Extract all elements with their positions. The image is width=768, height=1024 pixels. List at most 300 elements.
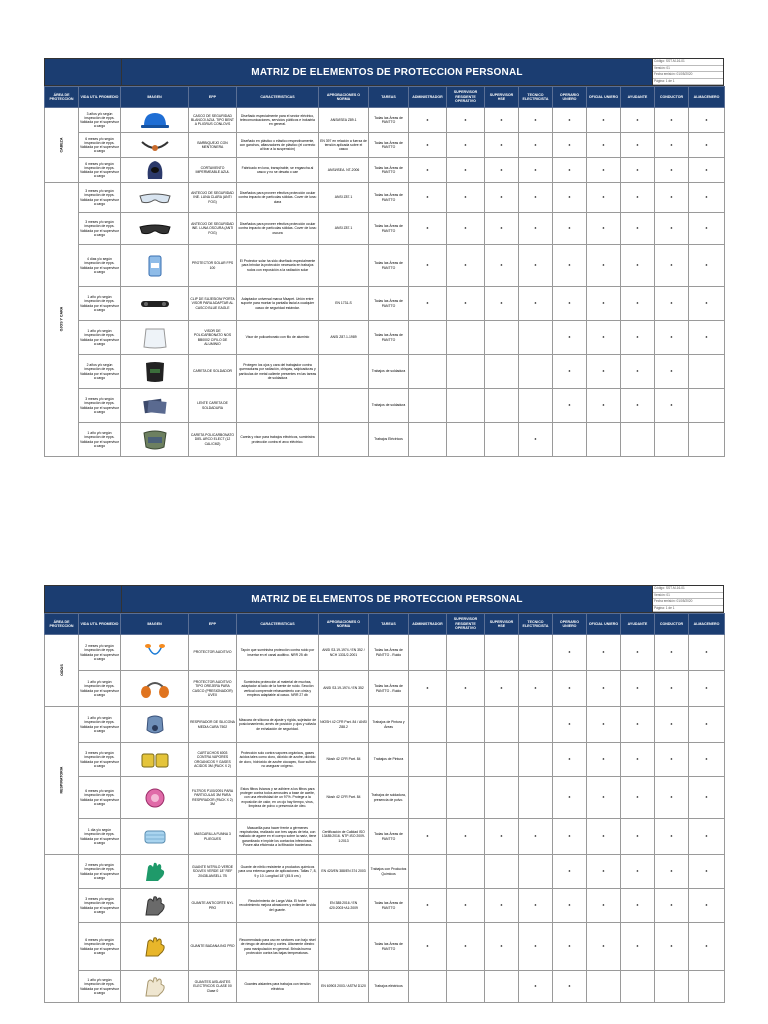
norm-cell: EN 388:2016 / EN 420:2003+A1:2009 bbox=[319, 889, 369, 923]
role-mark-cell: x bbox=[519, 158, 553, 183]
role-mark-cell: x bbox=[655, 287, 689, 321]
role-mark-cell: x bbox=[447, 245, 485, 287]
role-mark-cell: x bbox=[621, 108, 655, 133]
role-mark-cell: x bbox=[689, 819, 725, 855]
role-mark-cell: x bbox=[689, 158, 725, 183]
column-header: SUPERVISOR HSE bbox=[485, 614, 519, 635]
role-mark-cell: x bbox=[587, 819, 621, 855]
role-mark-cell bbox=[621, 423, 655, 457]
role-mark-cell: x bbox=[655, 108, 689, 133]
role-mark-cell: x bbox=[553, 321, 587, 355]
role-mark-cell bbox=[447, 743, 485, 777]
characteristics-cell: El Protector solar ha sido diseñado especialmente para brindar la protección necesaria en trabajos rudos con exposición a la radiación solar bbox=[237, 245, 319, 287]
role-mark-cell: x bbox=[689, 855, 725, 889]
service-life-cell: 1 año y/o según inspección de epps. Validada por el supervisor a cargo bbox=[79, 707, 121, 743]
table-row bbox=[45, 971, 725, 1003]
epp-name-cell: PROTECTOR AUDITIVO bbox=[189, 635, 237, 671]
role-mark-cell: x bbox=[553, 355, 587, 389]
norm-cell: ANSI Z87.1-1989 bbox=[319, 321, 369, 355]
role-mark-cell bbox=[689, 971, 725, 1003]
epp-name-cell: ANTEOJO DE SEGURIDAD INE. LUNA OSCURA (ANTI FOG) bbox=[189, 213, 237, 245]
role-mark-cell: x bbox=[553, 133, 587, 158]
role-mark-cell bbox=[485, 355, 519, 389]
role-mark-cell bbox=[587, 971, 621, 1003]
arc-flash-mask-icon bbox=[138, 428, 172, 452]
role-mark-cell: x bbox=[621, 671, 655, 707]
document-meta: Código: SST-M-16-01 Versión: 01 Fecha emisión: 01/05/2020 Página: 1 de 1 bbox=[652, 59, 723, 85]
role-mark-cell: x bbox=[689, 108, 725, 133]
role-mark-cell bbox=[485, 971, 519, 1003]
norm-cell bbox=[319, 423, 369, 457]
cartridge-icon bbox=[138, 748, 172, 772]
norm-cell: ANSI Z87.1 bbox=[319, 213, 369, 245]
area-label-text: OJOS Y CARA bbox=[59, 307, 64, 332]
role-mark-cell: x bbox=[485, 133, 519, 158]
role-mark-cell bbox=[485, 707, 519, 743]
role-mark-cell bbox=[409, 743, 447, 777]
role-mark-cell: x bbox=[485, 158, 519, 183]
role-mark-cell: x bbox=[655, 777, 689, 819]
role-mark-cell: x bbox=[587, 855, 621, 889]
norm-cell: EN 1731-S bbox=[319, 287, 369, 321]
task-cell: Trabajos eléctricos bbox=[369, 971, 409, 1003]
service-life-cell: 1 día y/o según inspección de epps. Validada por el supervisor a cargo bbox=[79, 819, 121, 855]
role-mark-cell: x bbox=[519, 971, 553, 1003]
table-row bbox=[45, 108, 725, 133]
role-mark-cell: x bbox=[621, 923, 655, 971]
role-mark-cell bbox=[485, 423, 519, 457]
table-row bbox=[45, 183, 725, 213]
service-life-cell: 2 años y/o según inspección de epps. Validada por el supervisor a cargo bbox=[79, 355, 121, 389]
role-mark-cell: x bbox=[587, 355, 621, 389]
role-mark-cell bbox=[409, 971, 447, 1003]
column-header: AYUDANTE bbox=[621, 87, 655, 108]
norm-cell: ANSI/ISEA Z89.1 bbox=[319, 108, 369, 133]
role-mark-cell: x bbox=[689, 133, 725, 158]
characteristics-cell: Careta y visor para trabajos eléctricos, suministra protección contra el arco eléctrico. bbox=[237, 423, 319, 457]
column-header: CONDUCTOR bbox=[655, 614, 689, 635]
area-label bbox=[45, 635, 79, 707]
welding-mask-icon bbox=[138, 360, 172, 384]
role-mark-cell: x bbox=[553, 707, 587, 743]
norm-cell bbox=[319, 923, 369, 971]
nitrile-glove-icon bbox=[138, 860, 172, 884]
role-mark-cell: x bbox=[409, 889, 447, 923]
role-mark-cell bbox=[621, 971, 655, 1003]
role-mark-cell: x bbox=[587, 245, 621, 287]
role-mark-cell: x bbox=[587, 635, 621, 671]
role-mark-cell: x bbox=[587, 133, 621, 158]
characteristics-cell: Diseñado especialmente para el sector eléctrico, telecomunicaciones, servicios públicos e industria en general. bbox=[237, 108, 319, 133]
epp-name-cell: LENTE CARETA DE SOLDADURA bbox=[189, 389, 237, 423]
role-mark-cell: x bbox=[409, 213, 447, 245]
characteristics-cell: Guantes aislantes para trabajos con tensión eléctrica bbox=[237, 971, 319, 1003]
role-mark-cell bbox=[447, 971, 485, 1003]
role-mark-cell bbox=[553, 423, 587, 457]
role-mark-cell: x bbox=[587, 321, 621, 355]
role-mark-cell: x bbox=[587, 777, 621, 819]
role-mark-cell: x bbox=[655, 923, 689, 971]
column-header: APROBACIONES O NORMA bbox=[319, 87, 369, 108]
table-row bbox=[45, 889, 725, 923]
image-cell bbox=[121, 635, 189, 671]
role-mark-cell: x bbox=[689, 287, 725, 321]
task-cell: Trabajos de Pintura bbox=[369, 743, 409, 777]
norm-cell bbox=[319, 245, 369, 287]
service-life-cell: 3 meses y/o según inspección de epps. Validada por el supervisor a cargo bbox=[79, 213, 121, 245]
role-mark-cell: x bbox=[621, 889, 655, 923]
role-mark-cell bbox=[409, 855, 447, 889]
column-header: SUPERVISOR HSE bbox=[485, 87, 519, 108]
task-cell: Trabajos de soldadura, presencia de polvo. bbox=[369, 777, 409, 819]
role-mark-cell: x bbox=[519, 133, 553, 158]
epp-name-cell: CARTUCHOS 6003 CONTRA VAPORES ORGANICOS Y GASES ACIDOS 3M (PACK X 2) bbox=[189, 743, 237, 777]
characteristics-cell: Recubrimiento de Larga Vida. El fuerte recubrimiento mejora abrasiones y extiende la vida del guante. bbox=[237, 889, 319, 923]
service-life-cell: 4 días y/o según inspección de epps. Validada por el supervisor a cargo bbox=[79, 245, 121, 287]
matrix-page-1 bbox=[44, 58, 724, 484]
company-logo bbox=[45, 59, 122, 85]
table-row bbox=[45, 287, 725, 321]
role-mark-cell bbox=[447, 855, 485, 889]
role-mark-cell: x bbox=[485, 213, 519, 245]
matrix-header bbox=[44, 58, 724, 86]
column-header: OPERARIO UNIERO bbox=[553, 614, 587, 635]
role-mark-cell: x bbox=[553, 389, 587, 423]
service-life-cell: 1 año y/o según inspección de epps. Validada por el supervisor a cargo bbox=[79, 671, 121, 707]
role-mark-cell: x bbox=[689, 635, 725, 671]
column-header: CARACTERISTICAS bbox=[237, 87, 319, 108]
role-mark-cell bbox=[655, 423, 689, 457]
role-mark-cell: x bbox=[655, 133, 689, 158]
characteristics-cell: Máscara de silicona de ajuste y rígida, sujetador de posicionamiento, arnés de posición y ojos y válvula de exhalación de seguridad. bbox=[237, 707, 319, 743]
role-mark-cell: x bbox=[621, 213, 655, 245]
epp-name-cell: FILTROS P100/2091 PARA PARTICULAS 3M PARA RESPIRADOR (PACK X 2) 3M bbox=[189, 777, 237, 819]
role-mark-cell bbox=[519, 855, 553, 889]
table-row bbox=[45, 321, 725, 355]
role-mark-cell bbox=[519, 389, 553, 423]
role-mark-cell: x bbox=[689, 183, 725, 213]
norm-cell: Certificación de Calidad ISO 13485:2016. NTP-ISO 2009-1:2013 bbox=[319, 819, 369, 855]
role-mark-cell bbox=[409, 707, 447, 743]
cut-resistant-glove-icon bbox=[138, 894, 172, 918]
role-mark-cell: x bbox=[409, 671, 447, 707]
epp-name-cell: PROTECTOR AUDITIVO TIPO OREJERA PARA CASCO (PRESIONADOR) UVEX bbox=[189, 671, 237, 707]
role-mark-cell: x bbox=[519, 923, 553, 971]
norm-cell: ANSI/ISEA. NT-2006 bbox=[319, 158, 369, 183]
role-mark-cell bbox=[447, 355, 485, 389]
norm-cell: ANSI S3.19-1974 / EN 352 / NCH 1331/2-2001 bbox=[319, 635, 369, 671]
role-mark-cell bbox=[485, 777, 519, 819]
column-header: ADMINISTRADOR bbox=[409, 87, 447, 108]
role-mark-cell: x bbox=[447, 671, 485, 707]
epp-name-cell: RESPIRADOR DE SILICONA MEDIA CARA 7502 bbox=[189, 707, 237, 743]
column-header: ALMACENERO bbox=[689, 87, 725, 108]
characteristics-cell: Visor de policarbonato con filo de aluminio bbox=[237, 321, 319, 355]
table-row bbox=[45, 158, 725, 183]
role-mark-cell bbox=[689, 389, 725, 423]
characteristics-cell: Estos filtros livianos y se adhiere a los filtros para proteger contra todos aerosoles a base de aceite, con una efectividad de un 97%. Protege a la exposición de calor, en un ojo hay tiempo, virus, limpieza de polvo o presencia de óleo. bbox=[237, 777, 319, 819]
role-mark-cell: x bbox=[485, 889, 519, 923]
matrix-title: MATRIZ DE ELEMENTOS DE PROTECCION PERSONAL bbox=[122, 586, 652, 612]
task-cell: Todas las Áreas de PANTTO bbox=[369, 321, 409, 355]
column-header-row bbox=[45, 87, 725, 108]
characteristics-cell: Suministra protección al material de muchas, adaptador al lado de la fuente de ruido. Sección vertical comprende rebasamiento con cinta y empleos adaptable al casco. NRR 27 db bbox=[237, 671, 319, 707]
role-mark-cell: x bbox=[621, 245, 655, 287]
company-logo bbox=[45, 586, 122, 612]
role-mark-cell: x bbox=[587, 389, 621, 423]
role-mark-cell bbox=[519, 355, 553, 389]
role-mark-cell: x bbox=[447, 213, 485, 245]
image-cell bbox=[121, 819, 189, 855]
epp-name-cell: GUANTE BADANA ING PRO bbox=[189, 923, 237, 971]
role-mark-cell bbox=[409, 635, 447, 671]
service-life-cell: 2 meses y/o según inspección de epps. Validada por el supervisor a cargo bbox=[79, 635, 121, 671]
dielectric-glove-icon bbox=[138, 975, 172, 999]
image-cell bbox=[121, 389, 189, 423]
task-cell: Todas las Áreas de PANTTO bbox=[369, 819, 409, 855]
service-life-cell: 3 meses y/o según inspección de epps. Validada por el supervisor a cargo bbox=[79, 183, 121, 213]
area-label bbox=[45, 707, 79, 855]
column-header: SUPERVISOR RESIDENTE OPERATIVO bbox=[447, 614, 485, 635]
role-mark-cell: x bbox=[409, 183, 447, 213]
column-header: SUPERVISOR RESIDENTE OPERATIVO bbox=[447, 87, 485, 108]
epp-name-cell: CLIP DE SUJESION/ PORTA VISOR PARA ADAPTAR AL CASCO BLUE EAGLE bbox=[189, 287, 237, 321]
column-header: ÁREA DE PROTECCION bbox=[45, 614, 79, 635]
role-mark-cell bbox=[485, 635, 519, 671]
particle-filter-icon bbox=[138, 786, 172, 810]
role-mark-cell: x bbox=[553, 889, 587, 923]
role-mark-cell: x bbox=[447, 158, 485, 183]
role-mark-cell: x bbox=[553, 819, 587, 855]
epp-name-cell: CORTAVIENTO IMPERMEABLE AZUL bbox=[189, 158, 237, 183]
hood-icon bbox=[138, 158, 172, 182]
role-mark-cell: x bbox=[485, 183, 519, 213]
service-life-cell: 1 año y/o según inspección de epps. Validada por el supervisor a cargo bbox=[79, 423, 121, 457]
column-header: ALMACENERO bbox=[689, 614, 725, 635]
document-meta: Código: SST-M-16-01 Versión: 01 Fecha emisión: 01/05/2020 Página: 1 de 1 bbox=[652, 586, 723, 612]
epp-name-cell: BARBIQUEJO CON MENTONERA bbox=[189, 133, 237, 158]
role-mark-cell: x bbox=[485, 671, 519, 707]
column-header: EPP bbox=[189, 87, 237, 108]
image-cell bbox=[121, 971, 189, 1003]
column-header: VIDA UTIL PROMEDIO bbox=[79, 87, 121, 108]
norm-cell: NIOSH 42 CFR Part. 84 / ANSI Z88.2 bbox=[319, 707, 369, 743]
table-row bbox=[45, 923, 725, 971]
characteristics-cell: Diseñados para proveer efectiva protección ocular contra impacto de partículas sólidas. Cover de luna: oscura bbox=[237, 213, 319, 245]
epp-name-cell: ANTEOJO DE SEGURIDAD INE. LUNA CLARA (ANTI FOG) bbox=[189, 183, 237, 213]
epp-name-cell: CARETA POLICARBONATO DIEL ARCO ELECT (12 CAL/CM2) bbox=[189, 423, 237, 457]
role-mark-cell bbox=[485, 389, 519, 423]
role-mark-cell bbox=[409, 355, 447, 389]
role-mark-cell: x bbox=[655, 245, 689, 287]
role-mark-cell bbox=[519, 321, 553, 355]
role-mark-cell: x bbox=[447, 133, 485, 158]
role-mark-cell: x bbox=[409, 245, 447, 287]
role-mark-cell: x bbox=[655, 355, 689, 389]
norm-cell bbox=[319, 355, 369, 389]
table-row bbox=[45, 213, 725, 245]
area-label-text: RESPIRATORIA bbox=[59, 767, 64, 794]
epp-name-cell: CASCO DE SEGURIDAD BLANCO/ AZUL TIPO BENT A PLIGRUS CONLOVS bbox=[189, 108, 237, 133]
role-mark-cell: x bbox=[519, 213, 553, 245]
task-cell: Todas las Áreas de PANTTO bbox=[369, 213, 409, 245]
table-row bbox=[45, 819, 725, 855]
role-mark-cell: x bbox=[519, 245, 553, 287]
column-header-row bbox=[45, 614, 725, 635]
role-mark-cell: x bbox=[621, 133, 655, 158]
area-label bbox=[45, 855, 79, 1003]
role-mark-cell: x bbox=[447, 183, 485, 213]
role-mark-cell: x bbox=[621, 158, 655, 183]
role-mark-cell: x bbox=[587, 183, 621, 213]
image-cell bbox=[121, 743, 189, 777]
role-mark-cell: x bbox=[587, 923, 621, 971]
role-mark-cell bbox=[519, 777, 553, 819]
role-mark-cell: x bbox=[655, 389, 689, 423]
role-mark-cell: x bbox=[519, 423, 553, 457]
role-mark-cell: x bbox=[553, 743, 587, 777]
norm-cell: EN 420/EN 388/EN 374 2003 bbox=[319, 855, 369, 889]
task-cell: Todas las Áreas de PANTTO bbox=[369, 923, 409, 971]
column-header: OPERARIO UNIERO bbox=[553, 87, 587, 108]
column-header: AYUDANTE bbox=[621, 614, 655, 635]
role-mark-cell bbox=[519, 635, 553, 671]
role-mark-cell: x bbox=[621, 707, 655, 743]
epp-name-cell: VISOR DE POLICARBONATO NOS BB0002 C/FILO DE ALUMINIO bbox=[189, 321, 237, 355]
image-cell bbox=[121, 108, 189, 133]
characteristics-cell: Diseñados para proveer efectiva protección ocular contra impacto de partículas sólidas. Cover de luna: clara bbox=[237, 183, 319, 213]
area-label bbox=[45, 108, 79, 183]
role-mark-cell: x bbox=[621, 743, 655, 777]
service-life-cell: 1 año y/o según inspección de epps. Validada por el supervisor a cargo bbox=[79, 971, 121, 1003]
role-mark-cell: x bbox=[621, 819, 655, 855]
role-mark-cell bbox=[447, 635, 485, 671]
column-header: OFICIAL UNIERO bbox=[587, 614, 621, 635]
service-life-cell: 2 meses y/o según inspección de epps. Validada por el supervisor a cargo bbox=[79, 855, 121, 889]
task-cell: Todas las Áreas de PANTTO bbox=[369, 889, 409, 923]
service-life-cell: 1 año y/o según inspección de epps. Validada por el supervisor a cargo bbox=[79, 321, 121, 355]
welding-lens-icon bbox=[138, 394, 172, 418]
role-mark-cell: x bbox=[409, 108, 447, 133]
role-mark-cell bbox=[409, 423, 447, 457]
role-mark-cell: x bbox=[553, 923, 587, 971]
table-row bbox=[45, 245, 725, 287]
role-mark-cell: x bbox=[485, 245, 519, 287]
dark-glasses-icon bbox=[138, 217, 172, 241]
image-cell bbox=[121, 923, 189, 971]
role-mark-cell: x bbox=[409, 923, 447, 971]
service-life-cell: 3 meses y/o según inspección de epps. Validada por el supervisor a cargo bbox=[79, 389, 121, 423]
table-row bbox=[45, 707, 725, 743]
role-mark-cell: x bbox=[519, 287, 553, 321]
task-cell: Trabajos Eléctricos bbox=[369, 423, 409, 457]
task-cell: Todas las Áreas de PANTTO bbox=[369, 133, 409, 158]
role-mark-cell bbox=[485, 321, 519, 355]
role-mark-cell bbox=[587, 423, 621, 457]
column-header: TECNICO ELECTRICISTA bbox=[519, 87, 553, 108]
area-label-text: CABEZA bbox=[59, 137, 64, 153]
role-mark-cell: x bbox=[553, 287, 587, 321]
epp-matrix-table bbox=[44, 86, 725, 457]
role-mark-cell: x bbox=[485, 923, 519, 971]
role-mark-cell: x bbox=[485, 287, 519, 321]
role-mark-cell bbox=[447, 321, 485, 355]
column-header: CONDUCTOR bbox=[655, 87, 689, 108]
role-mark-cell: x bbox=[519, 183, 553, 213]
role-mark-cell: x bbox=[655, 635, 689, 671]
epp-name-cell: MASCARILLA FUNNA 3 PLIEGUES bbox=[189, 819, 237, 855]
area-label-text: OIDOS bbox=[59, 664, 64, 677]
task-cell: Todas las Áreas de PANTTO - Ruido bbox=[369, 635, 409, 671]
role-mark-cell bbox=[447, 707, 485, 743]
role-mark-cell: x bbox=[655, 707, 689, 743]
visor-clip-icon bbox=[138, 292, 172, 316]
norm-cell: Niosh 42 CFR Part. 84 bbox=[319, 743, 369, 777]
helmet-icon bbox=[138, 108, 172, 132]
role-mark-cell: x bbox=[485, 108, 519, 133]
table-row bbox=[45, 743, 725, 777]
role-mark-cell: x bbox=[553, 183, 587, 213]
area-label bbox=[45, 183, 79, 457]
role-mark-cell: x bbox=[553, 245, 587, 287]
role-mark-cell bbox=[689, 355, 725, 389]
characteristics-cell: Diseñado en plástico o elástico respectivamente, con ganchos, afianzadores de plástico (el correcto al tirar a la suspensión) bbox=[237, 133, 319, 158]
task-cell: Trabajos de soldadura bbox=[369, 355, 409, 389]
norm-cell: Niosh 42 CFR Part. 84 bbox=[319, 777, 369, 819]
image-cell bbox=[121, 213, 189, 245]
matrix-title: MATRIZ DE ELEMENTOS DE PROTECCION PERSONAL bbox=[122, 59, 652, 85]
role-mark-cell: x bbox=[553, 213, 587, 245]
characteristics-cell: Fabricado en lona, transpirable, se engancha al casco y no se desata o cae bbox=[237, 158, 319, 183]
role-mark-cell: x bbox=[553, 158, 587, 183]
role-mark-cell: x bbox=[621, 183, 655, 213]
norm-cell: EN 60903 2003 / ASTM D120 bbox=[319, 971, 369, 1003]
role-mark-cell: x bbox=[655, 855, 689, 889]
service-life-cell: 3 años y/o según inspección de epps. Validada por el supervisor a cargo bbox=[79, 108, 121, 133]
role-mark-cell bbox=[447, 423, 485, 457]
image-cell bbox=[121, 889, 189, 923]
task-cell: Todas las Áreas de PANTTO bbox=[369, 245, 409, 287]
role-mark-cell: x bbox=[621, 287, 655, 321]
role-mark-cell: x bbox=[689, 889, 725, 923]
role-mark-cell bbox=[409, 321, 447, 355]
role-mark-cell: x bbox=[655, 183, 689, 213]
role-mark-cell: x bbox=[587, 213, 621, 245]
role-mark-cell: x bbox=[519, 819, 553, 855]
role-mark-cell: x bbox=[621, 855, 655, 889]
column-header: CARACTERISTICAS bbox=[237, 614, 319, 635]
column-header: APROBACIONES O NORMA bbox=[319, 614, 369, 635]
image-cell bbox=[121, 287, 189, 321]
role-mark-cell: x bbox=[447, 923, 485, 971]
role-mark-cell: x bbox=[621, 355, 655, 389]
role-mark-cell: x bbox=[519, 889, 553, 923]
service-life-cell: 1 año y/o según inspección de epps. Validada por el supervisor a cargo bbox=[79, 287, 121, 321]
task-cell: Todas las Áreas de PANTTO - Ruido bbox=[369, 671, 409, 707]
chin-strap-icon bbox=[138, 133, 172, 157]
role-mark-cell: x bbox=[689, 321, 725, 355]
table-row bbox=[45, 133, 725, 158]
norm-cell: ANSI Z87.1 bbox=[319, 183, 369, 213]
characteristics-cell: Protección solo contra vapores orgánicos, gases ácidos tales como cloro, dióxido de azufre, dióxido de cloro, hidróxido de azufre ciocapec, fluor sulfuro no asegurar oxígeno. bbox=[237, 743, 319, 777]
role-mark-cell: x bbox=[655, 671, 689, 707]
characteristics-cell: Recomendado para uso en sectores con bajo nivel de riesgo de abrasión y cortes. Altamente diestro para manipulación en general. Brinda buena protección contra las bajas temperaturas. bbox=[237, 923, 319, 971]
image-cell bbox=[121, 245, 189, 287]
task-cell: Trabajos de soldadura bbox=[369, 389, 409, 423]
face-visor-icon bbox=[138, 326, 172, 350]
role-mark-cell: x bbox=[689, 923, 725, 971]
role-mark-cell: x bbox=[447, 889, 485, 923]
